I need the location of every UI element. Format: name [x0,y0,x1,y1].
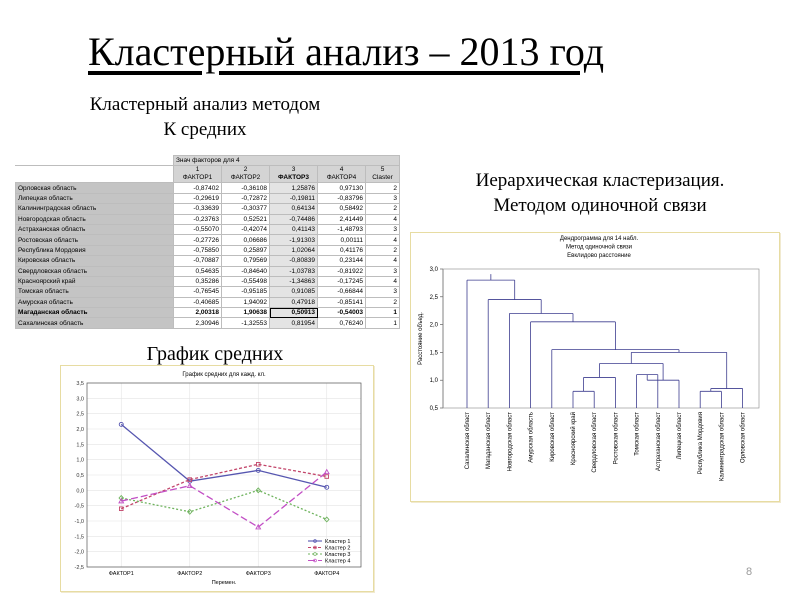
means-y-tick-label: -2,5 [74,565,84,571]
region-cell: Кировская область [16,256,174,266]
factor2-cell: 1,94092 [222,297,270,307]
dendrogram-y-tick-label: 1,5 [429,350,438,357]
factor2-cell: 0,06686 [222,235,270,245]
column-header [270,166,318,183]
dendrogram-y-tick-label: 0,5 [429,406,438,412]
table-row [16,204,400,214]
dendrogram-chart [411,233,779,501]
dendrogram-leaf-label: Красноярский край [571,412,577,466]
slide-title: Кластерный анализ – 2013 год [88,29,605,74]
factor3-cell: -0,74486 [270,214,318,224]
cluster-cell: 1 [366,308,400,318]
means-y-tick-label: 2,5 [76,411,84,418]
kmeans-caption-line2: К средних [163,119,247,140]
table-row [16,276,400,286]
dendrogram-y-tick-label: 2,0 [429,322,438,329]
means-y-tick-label: 0,5 [76,473,84,479]
region-cell: Свердловская область [16,266,174,276]
means-y-tick-label: 3,5 [76,381,84,387]
region-cell: Магаданская область [16,308,174,318]
means-chart [61,366,373,591]
factor3-cell: -0,80839 [270,256,318,266]
table-row [16,308,400,318]
factor1-cell: 2,30946 [174,318,222,328]
factor4-cell: 0,23144 [318,256,366,266]
legend-label: Кластер 1 [325,539,351,545]
factor4-cell: 0,58492 [318,204,366,214]
cluster-cell: 2 [366,297,400,307]
table-corner [16,156,174,166]
factor4-cell: 0,41176 [318,245,366,255]
region-cell: Орловская область [16,183,174,193]
region-cell: Красноярский край [16,276,174,286]
table-row [16,183,400,193]
factor2-cell: -0,95185 [222,287,270,297]
column-header [318,166,366,183]
cluster-cell: 4 [366,256,400,266]
factor2-cell: -0,72872 [222,193,270,203]
table-row [16,297,400,307]
factor3-cell: 0,81954 [270,318,318,328]
means-x-tick-label: ФАКТОР4 [314,571,340,577]
column-header [366,166,400,183]
factor4-cell: -0,81922 [318,266,366,276]
column-number: 3 [291,166,296,174]
factor3-cell: 0,91085 [270,287,318,297]
means-y-tick-label: -2,0 [74,549,84,556]
cluster-cell: 1 [366,318,400,328]
factor3-cell: -1,91303 [270,235,318,245]
kmeans-table [15,155,400,329]
column-name: ФАКТОР2 [230,174,261,182]
dendrogram-leaf-label: Астраханская област [655,412,662,472]
hier-caption-line1: Иерархическая кластеризация. [475,170,725,191]
factor1-cell: -0,29619 [174,193,222,203]
factor3-cell: 0,64134 [270,204,318,214]
factor4-cell: -0,66844 [318,287,366,297]
column-header [222,166,270,183]
cluster-cell: 2 [366,245,400,255]
dendrogram-leaf-label: Сахалинская област [465,412,471,470]
factor1-cell: -0,27726 [174,235,222,245]
means-y-tick-label: -1,0 [74,519,84,525]
column-name: ФАКТОР1 [182,174,213,182]
cluster-cell: 4 [366,214,400,224]
hier-caption [405,168,795,218]
dendrogram-leaf-label: Свердловская област [592,412,599,473]
factor2-cell: -0,30377 [222,204,270,214]
table-row [16,287,400,297]
kmeans-caption-line1: Кластерный анализ методом [89,94,321,115]
cluster-cell: 4 [366,235,400,245]
factor1-cell: -0,55070 [174,224,222,234]
factor2-cell: -0,55498 [222,276,270,286]
factor1-cell: -0,33639 [174,204,222,214]
column-name: ФАКТОР3 [277,174,310,182]
factor3-cell: 1,02064 [270,245,318,255]
factor2-cell: 1,90638 [222,308,270,318]
factor3-cell: 0,50913 [270,308,318,318]
dendrogram-leaf-label: Республика Мордовия [698,412,705,475]
cluster-cell: 2 [366,183,400,193]
table-corner-2 [16,166,174,183]
factor1-cell: -0,75850 [174,245,222,255]
means-y-tick-label: 1,5 [76,442,84,449]
factor3-cell: -1,34863 [270,276,318,286]
means-chart-panel [60,365,374,592]
factor4-cell: 0,97130 [318,183,366,193]
means-y-tick-label: 1,0 [76,457,84,464]
region-cell: Астраханская область [16,224,174,234]
dendrogram-title-line: Метод одиночной связи [565,244,633,251]
table-row [16,193,400,203]
region-cell: Томская область [16,287,174,297]
dendrogram-title-line: Евклидово расстояние [567,253,631,259]
region-cell: Республика Мордовия [16,245,174,255]
series-line-cluster-1 [121,424,327,487]
means-y-tick-label: 3,0 [76,396,84,403]
dendrogram-title-line: Дендрограмма для 14 набл. [559,236,639,242]
dendrogram-leaf-label: Липецкая област [677,412,683,460]
legend-label: Кластер 2 [325,545,351,552]
cluster-cell: 3 [366,193,400,203]
table-row [16,214,400,224]
region-cell: Калининградская область [16,204,174,214]
factor3-cell: -1,03783 [270,266,318,276]
table-row [16,256,400,266]
means-y-tick-label: 0,0 [76,488,84,495]
dendrogram-leaf-label: Кировская област [549,412,556,462]
means-caption: График средних [146,343,284,365]
factor4-cell: -1,48793 [318,224,366,234]
column-header [174,166,222,183]
factor4-cell: 2,41449 [318,214,366,224]
means-y-tick-label: -0,5 [74,503,84,510]
region-cell: Ростовская область [16,235,174,245]
factor1-cell: -0,70887 [174,256,222,266]
dendrogram-leaf-label: Магаданская област [486,412,493,470]
factor4-cell: -0,54003 [318,308,366,318]
column-number: 1 [195,166,200,174]
column-number: 2 [243,166,248,174]
cluster-cell: 3 [366,224,400,234]
dendrogram-leaf-label: Орловская област [740,412,747,463]
dendrogram-y-tick-label: 1,0 [429,378,438,385]
factor2-cell: -0,36108 [222,183,270,193]
factor3-cell: 0,47918 [270,297,318,307]
table-super-header: Знач факторов для 4 [174,156,400,166]
series-line-cluster-2 [121,464,327,508]
cluster-cell: 3 [366,287,400,297]
factor2-cell: 0,79569 [222,256,270,266]
factor1-cell: -0,76545 [174,287,222,297]
legend-marker [314,553,317,556]
legend-label: Кластер 3 [325,552,351,558]
cluster-cell: 2 [366,204,400,214]
column-number: 5 [380,166,385,174]
legend-label: Кластер 4 [325,558,351,565]
means-x-tick-label: ФАКТОР1 [108,571,134,577]
factor4-cell: -0,85141 [318,297,366,307]
dendrogram-y-axis-label: Расстояние объед. [418,312,424,365]
means-y-tick-label: 2,0 [76,427,84,433]
region-cell: Новгородская область [16,214,174,224]
column-number: 4 [339,166,344,174]
column-name: ФАКТОР4 [326,174,357,182]
kmeans-caption [40,92,370,142]
table-row [16,318,400,328]
means-y-tick-label: -1,5 [74,534,84,541]
dendrogram-leaf-label: Калининградская област [719,412,726,482]
column-name: Claster [372,174,393,182]
means-x-axis-label: Перемен. [211,580,237,586]
factor3-cell: -0,19811 [270,193,318,203]
means-x-tick-label: ФАКТОР3 [245,571,271,577]
table-row [16,266,400,276]
page-number: 8 [746,566,753,578]
means-x-tick-label: ФАКТОР2 [177,571,203,577]
factor4-cell: -0,83796 [318,193,366,203]
dendrogram-leaf-label: Амурская область [528,412,535,463]
region-cell: Сахалинская область [16,318,174,328]
dendrogram-leaf-label: Новгородская област [507,412,514,472]
table-super-header-row [16,156,400,166]
factor2-cell: 0,25897 [222,245,270,255]
table-row [16,235,400,245]
factor4-cell: -0,17245 [318,276,366,286]
region-cell: Липецкая область [16,193,174,203]
region-cell: Амурская область [16,297,174,307]
cluster-cell: 3 [366,266,400,276]
table-row [16,245,400,255]
factor1-cell: 0,35286 [174,276,222,286]
factor1-cell: -0,23763 [174,214,222,224]
dendrogram-y-tick-label: 2,5 [429,294,438,301]
factor3-cell: 1,25876 [270,183,318,193]
hier-caption-line2: Методом одиночной связи [493,195,707,216]
factor3-cell: 0,41143 [270,224,318,234]
factor2-cell: -0,42074 [222,224,270,234]
table-row [16,224,400,234]
factor4-cell: 0,76240 [318,318,366,328]
factor2-cell: -0,84640 [222,266,270,276]
factor4-cell: 0,00111 [318,235,366,245]
dendrogram-leaf-label: Ростовская област [613,412,620,465]
means-chart-title: График средних для кажд. кл. [182,372,266,378]
dendrogram-y-tick-label: 3,0 [429,267,438,273]
dendrogram-plot-frame [443,269,759,408]
factor2-cell: 0,52521 [222,214,270,224]
cluster-cell: 4 [366,276,400,286]
factor1-cell: -0,87402 [174,183,222,193]
factor1-cell: -0,40685 [174,297,222,307]
dendrogram-leaf-label: Томская област [634,412,641,456]
table-header-row [16,166,400,183]
factor1-cell: 0,54635 [174,266,222,276]
dendrogram-panel [410,232,780,502]
factor2-cell: -1,32553 [222,318,270,328]
factor1-cell: 2,00318 [174,308,222,318]
